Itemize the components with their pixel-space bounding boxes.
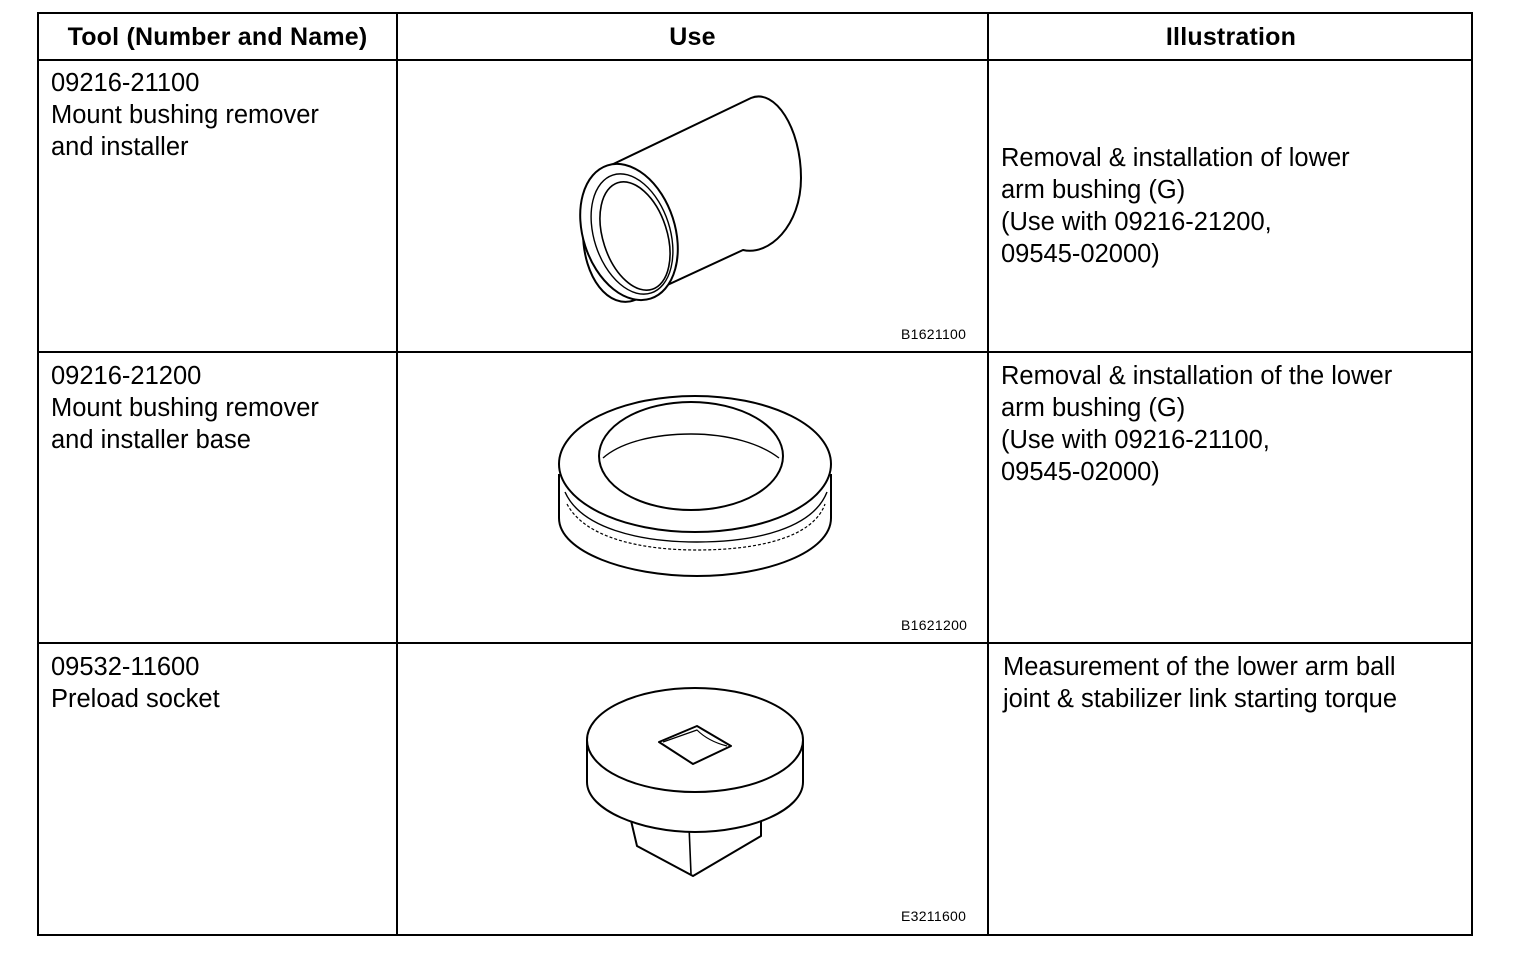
use-description-line: 09545-02000) xyxy=(1001,240,1160,268)
use-description-line: 09545-02000) xyxy=(1001,458,1160,486)
use-description-line: Removal & installation of lower xyxy=(1001,144,1350,172)
tool-number: 09216-21200 xyxy=(51,362,202,390)
special-tools-table xyxy=(37,12,1473,936)
column-divider xyxy=(396,14,398,934)
tool-name-line: and installer xyxy=(51,133,189,161)
use-description-line: Measurement of the lower arm ball xyxy=(1003,653,1396,681)
ring-base-icon xyxy=(551,392,841,582)
tool-name-line: Mount bushing remover xyxy=(51,394,319,422)
column-divider xyxy=(987,14,989,934)
image-code: B1621100 xyxy=(901,326,967,342)
header-use: Use xyxy=(669,22,716,51)
use-description-line: arm bushing (G) xyxy=(1001,176,1186,204)
tool-number: 09216-21100 xyxy=(51,69,200,97)
image-code: B1621200 xyxy=(901,617,968,633)
tool-name-line: Preload socket xyxy=(51,685,220,713)
use-description-line: arm bushing (G) xyxy=(1001,394,1186,422)
header-illustration: Illustration xyxy=(1165,22,1297,51)
cylinder-sleeve-icon xyxy=(569,86,829,316)
row-divider xyxy=(39,351,1471,353)
header-tool: Tool (Number and Name) xyxy=(67,22,368,51)
tool-name-line: Mount bushing remover xyxy=(51,101,319,129)
tool-name-line: and installer base xyxy=(51,426,251,454)
image-code: E3211600 xyxy=(901,908,967,924)
use-description-line: Removal & installation of the lower xyxy=(1001,362,1393,390)
use-description-line: (Use with 09216-21200, xyxy=(1001,208,1272,236)
preload-socket-icon xyxy=(581,670,811,890)
tool-number: 09532-11600 xyxy=(51,653,200,681)
use-description-line: (Use with 09216-21100, xyxy=(1001,426,1270,454)
use-description-line: joint & stabilizer link starting torque xyxy=(1003,685,1398,713)
row-divider xyxy=(39,642,1471,644)
